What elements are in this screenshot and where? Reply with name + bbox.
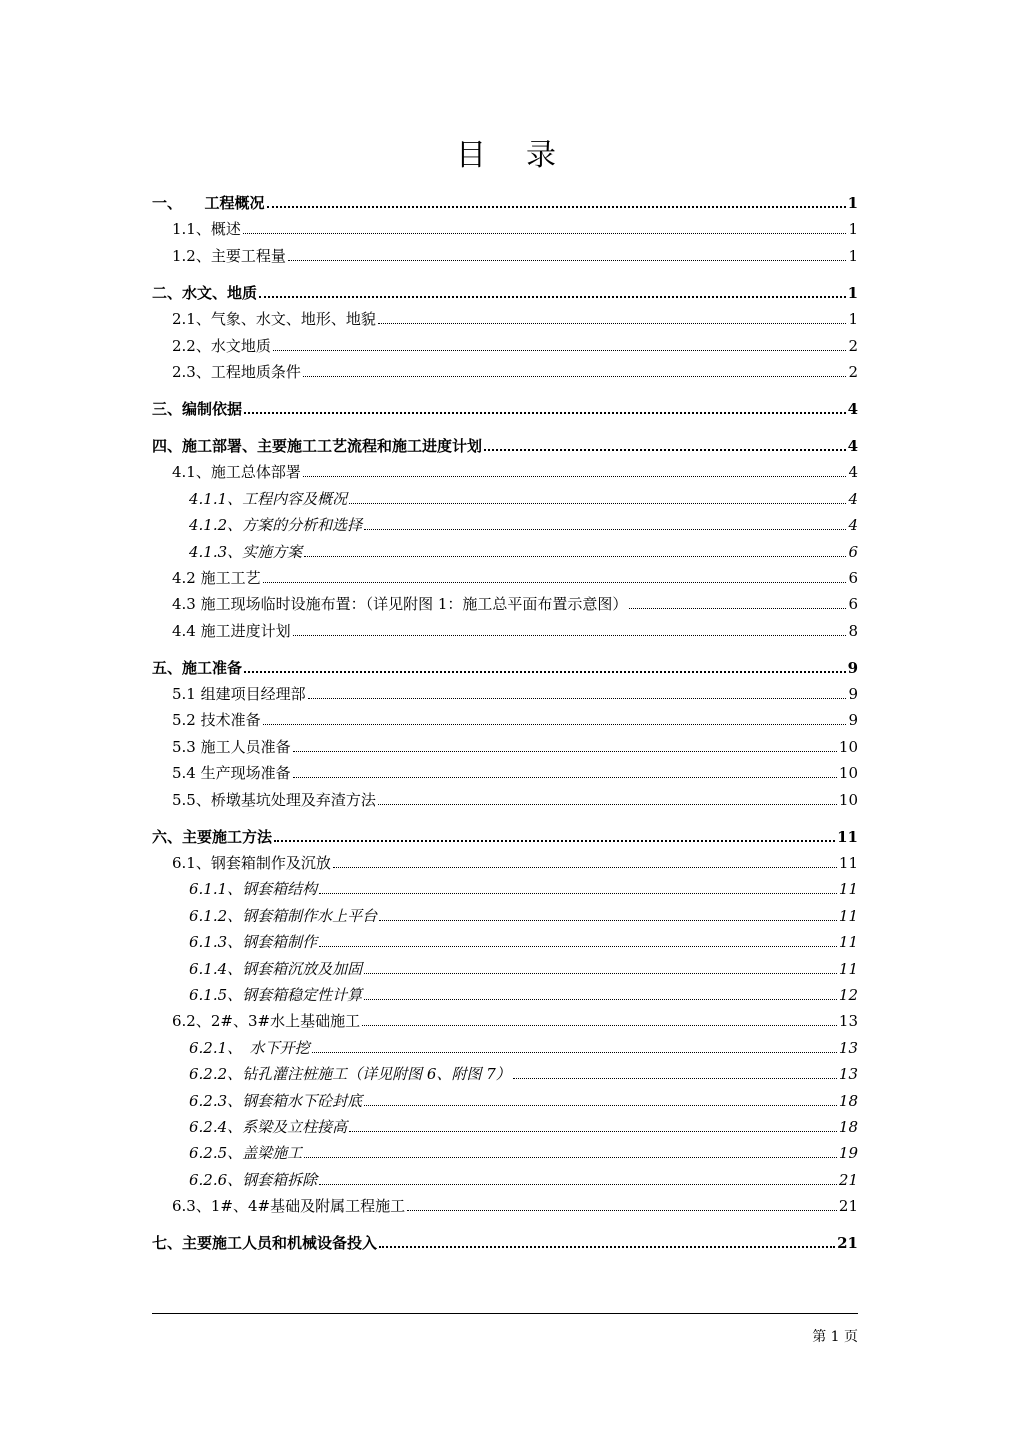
toc-entry-page: 1 bbox=[848, 220, 858, 239]
toc-entry[interactable] bbox=[152, 1083, 858, 1109]
toc-entry-page: 18 bbox=[838, 1117, 858, 1136]
toc-entry[interactable] bbox=[152, 898, 858, 924]
toc-leader-dots bbox=[244, 671, 846, 673]
toc-entry[interactable] bbox=[152, 729, 858, 755]
toc-entry[interactable] bbox=[152, 238, 858, 264]
toc-entry-page: 13 bbox=[838, 1012, 858, 1031]
toc-entry-page: 6 bbox=[848, 595, 858, 614]
toc-entry-label: 4.1、施工总体部署 bbox=[172, 463, 301, 482]
toc-entry-label: 五、施工准备 bbox=[152, 658, 243, 677]
toc-entry[interactable] bbox=[152, 212, 858, 238]
toc-leader-dots bbox=[263, 724, 847, 725]
toc-entry-label: 2.1、气象、水文、地形、地貌 bbox=[172, 310, 376, 329]
toc-entry[interactable] bbox=[152, 302, 858, 328]
toc-entry-page: 11 bbox=[838, 906, 858, 925]
toc-entry-label: 6.2.3、钢套箱水下砼封底 bbox=[189, 1091, 363, 1110]
toc-entry-label: 4.1.1、工程内容及概况 bbox=[189, 489, 348, 508]
toc-leader-dots bbox=[349, 503, 846, 504]
toc-entry-page: 10 bbox=[838, 790, 858, 809]
toc-entry-page: 1 bbox=[848, 246, 858, 265]
toc-entry[interactable] bbox=[152, 1030, 858, 1056]
toc-entry-label: 三、编制依据 bbox=[152, 399, 243, 418]
toc-entry-label: 4.3 施工现场临时设施布置：（详见附图 1：施工总平面布置示意图） bbox=[172, 595, 628, 614]
toc-entry-label: 6.2.2、钻孔灌注桩施工（详见附图 6、附图 7） bbox=[189, 1065, 511, 1084]
toc-entry[interactable] bbox=[152, 951, 858, 977]
toc-entry-label: 6.2.1、 水下开挖 bbox=[189, 1038, 310, 1057]
toc-entry-label: 6.1.2、钢套箱制作水上平台 bbox=[189, 906, 378, 925]
toc-entry-page: 1 bbox=[848, 310, 858, 329]
toc-entry-label: 四、施工部署、主要施工工艺流程和施工进度计划 bbox=[152, 436, 483, 455]
toc-leader-dots bbox=[629, 608, 846, 609]
toc-leader-dots bbox=[319, 946, 837, 947]
toc-entry-label: 1.2、主要工程量 bbox=[172, 246, 286, 265]
toc-entry-page: 13 bbox=[838, 1065, 858, 1084]
toc-entry-page: 18 bbox=[838, 1091, 858, 1110]
toc-entry-label: 6.1.4、钢套箱沉放及加固 bbox=[189, 959, 363, 978]
toc-entry-label: 6.1.3、钢套箱制作 bbox=[189, 933, 318, 952]
toc-entry[interactable] bbox=[152, 381, 858, 418]
toc-leader-dots bbox=[333, 867, 837, 868]
toc-entry-label: 6.2.4、系梁及立柱接高 bbox=[189, 1117, 348, 1136]
toc-entry[interactable] bbox=[152, 265, 858, 302]
toc-leader-dots bbox=[243, 233, 847, 234]
toc-entry-page: 12 bbox=[838, 985, 858, 1004]
toc-entry-page: 9 bbox=[847, 658, 858, 677]
toc-leader-dots bbox=[273, 350, 847, 351]
toc-entry[interactable] bbox=[152, 677, 858, 703]
page-title: 目录 bbox=[456, 138, 596, 173]
toc-entry[interactable] bbox=[152, 186, 858, 212]
toc-entry[interactable] bbox=[152, 587, 858, 613]
toc-entry[interactable] bbox=[152, 782, 858, 808]
toc-entry-page: 4 bbox=[847, 436, 858, 455]
toc-leader-dots bbox=[364, 1105, 837, 1106]
toc-leader-dots bbox=[364, 529, 846, 530]
toc-entry-label: 5.1 组建项目经理部 bbox=[172, 685, 306, 704]
toc-entry-label: 4.2 施工工艺 bbox=[172, 568, 261, 587]
toc-entry-label: 2.2、水文地质 bbox=[172, 336, 271, 355]
toc-entry[interactable] bbox=[152, 355, 858, 381]
toc-entry-page: 4 bbox=[848, 463, 858, 482]
toc-entry-page: 21 bbox=[838, 1197, 858, 1216]
toc-leader-dots bbox=[303, 376, 847, 377]
toc-entry-page: 9 bbox=[848, 685, 858, 704]
toc-entry-label: 6.2、2#、3#水上基础施工 bbox=[172, 1012, 361, 1031]
toc-leader-dots bbox=[293, 751, 837, 752]
toc-entry-label: 2.3、工程地质条件 bbox=[172, 362, 301, 381]
toc-entry-page: 6 bbox=[848, 568, 858, 587]
toc-entry[interactable] bbox=[152, 534, 858, 560]
toc-entry-label: 5.4 生产现场准备 bbox=[172, 764, 291, 783]
toc-entry-page: 10 bbox=[838, 737, 858, 756]
toc-entry-label: 二、水文、地质 bbox=[152, 283, 258, 302]
table-of-contents bbox=[152, 186, 858, 1252]
toc-entry-label: 六、主要施工方法 bbox=[152, 827, 273, 846]
toc-entry[interactable] bbox=[152, 481, 858, 507]
toc-entry-label: 6.1.5、钢套箱稳定性计算 bbox=[189, 985, 363, 1004]
toc-entry[interactable] bbox=[152, 640, 858, 677]
toc-leader-dots bbox=[304, 556, 846, 557]
toc-entry-label: 6.1.1、钢套箱结构 bbox=[189, 880, 318, 899]
toc-entry-page: 8 bbox=[848, 621, 858, 640]
toc-leader-dots bbox=[513, 1078, 837, 1079]
toc-entry[interactable] bbox=[152, 872, 858, 898]
toc-entry-page: 11 bbox=[838, 880, 858, 899]
toc-entry-label: 一、 工程概况 bbox=[152, 194, 265, 212]
toc-leader-dots bbox=[484, 449, 846, 451]
toc-entry-page: 6 bbox=[848, 542, 858, 561]
toc-entry-label: 5.2 技术准备 bbox=[172, 711, 261, 730]
toc-entry-page: 11 bbox=[838, 854, 858, 873]
toc-entry-page: 19 bbox=[838, 1144, 858, 1163]
toc-leader-dots bbox=[362, 1025, 837, 1026]
toc-entry[interactable] bbox=[152, 809, 858, 846]
toc-leader-dots bbox=[312, 1052, 837, 1053]
toc-entry[interactable] bbox=[152, 1136, 858, 1162]
toc-entry-label: 5.3 施工人员准备 bbox=[172, 737, 291, 756]
toc-leader-dots bbox=[319, 1184, 837, 1185]
toc-entry[interactable] bbox=[152, 756, 858, 782]
toc-entry[interactable] bbox=[152, 328, 858, 354]
toc-leader-dots bbox=[288, 260, 847, 261]
toc-entry-label: 七、主要施工人员和机械设备投入 bbox=[152, 1234, 378, 1253]
toc-entry-page: 21 bbox=[838, 1170, 858, 1189]
toc-entry-label: 4.4 施工进度计划 bbox=[172, 621, 291, 640]
toc-entry[interactable] bbox=[152, 978, 858, 1004]
toc-leader-dots bbox=[364, 973, 837, 974]
toc-entry[interactable] bbox=[152, 418, 858, 455]
toc-entry-label: 4.1.3、实施方案 bbox=[189, 542, 303, 561]
toc-entry-page: 2 bbox=[848, 362, 858, 381]
footer-rule bbox=[152, 1313, 858, 1314]
toc-entry-page: 11 bbox=[837, 827, 858, 846]
toc-entry-label: 6.1、钢套箱制作及沉放 bbox=[172, 854, 331, 873]
toc-entry-page: 1 bbox=[847, 194, 858, 212]
toc-entry[interactable] bbox=[152, 1189, 858, 1215]
toc-leader-dots bbox=[379, 920, 837, 921]
toc-leader-dots bbox=[319, 893, 837, 894]
toc-entry-page: 4 bbox=[848, 516, 858, 535]
toc-leader-dots bbox=[407, 1210, 837, 1211]
toc-leader-dots bbox=[349, 1131, 837, 1132]
toc-entry[interactable] bbox=[152, 613, 858, 639]
toc-entry-page: 2 bbox=[848, 336, 858, 355]
toc-leader-dots bbox=[304, 1157, 837, 1158]
toc-entry[interactable] bbox=[152, 561, 858, 587]
toc-leader-dots bbox=[263, 582, 847, 583]
toc-entry-label: 6.3、1#、4#基础及附属工程施工 bbox=[172, 1197, 406, 1216]
toc-leader-dots bbox=[379, 1246, 835, 1248]
toc-entry[interactable] bbox=[152, 1057, 858, 1083]
toc-entry-label: 4.1.2、方案的分析和选择 bbox=[189, 516, 363, 535]
toc-leader-dots bbox=[303, 476, 847, 477]
toc-entry[interactable] bbox=[152, 703, 858, 729]
page-number: 第 1 页 bbox=[812, 1329, 858, 1345]
toc-entry[interactable] bbox=[152, 925, 858, 951]
toc-entry-page: 1 bbox=[847, 283, 858, 302]
toc-entry[interactable] bbox=[152, 508, 858, 534]
toc-leader-dots bbox=[267, 206, 846, 208]
toc-entry[interactable] bbox=[152, 455, 858, 481]
toc-entry[interactable] bbox=[152, 1110, 858, 1136]
toc-entry-page: 9 bbox=[848, 711, 858, 730]
toc-entry-page: 11 bbox=[838, 933, 858, 952]
toc-entry-label: 6.2.6、钢套箱拆除 bbox=[189, 1170, 318, 1189]
toc-leader-dots bbox=[378, 804, 837, 805]
toc-entry-page: 11 bbox=[838, 959, 858, 978]
toc-leader-dots bbox=[293, 777, 837, 778]
toc-entry-page: 4 bbox=[847, 399, 858, 418]
toc-entry-page: 13 bbox=[838, 1038, 858, 1057]
toc-entry[interactable] bbox=[152, 1215, 858, 1252]
toc-entry-label: 1.1、概述 bbox=[172, 220, 241, 239]
toc-entry[interactable] bbox=[152, 1004, 858, 1030]
toc-leader-dots bbox=[259, 296, 846, 298]
toc-leader-dots bbox=[244, 412, 846, 414]
toc-leader-dots bbox=[364, 999, 837, 1000]
toc-entry-page: 21 bbox=[837, 1234, 858, 1253]
toc-leader-dots bbox=[378, 323, 847, 324]
toc-leader-dots bbox=[293, 635, 847, 636]
toc-leader-dots bbox=[274, 840, 835, 842]
toc-entry-label: 6.2.5、盖梁施工 bbox=[189, 1144, 303, 1163]
toc-entry[interactable] bbox=[152, 846, 858, 872]
toc-leader-dots bbox=[308, 698, 847, 699]
toc-entry-page: 10 bbox=[838, 764, 858, 783]
toc-entry-label: 5.5、桥墩基坑处理及弃渣方法 bbox=[172, 790, 376, 809]
toc-entry[interactable] bbox=[152, 1162, 858, 1188]
toc-entry-page: 4 bbox=[848, 489, 858, 508]
